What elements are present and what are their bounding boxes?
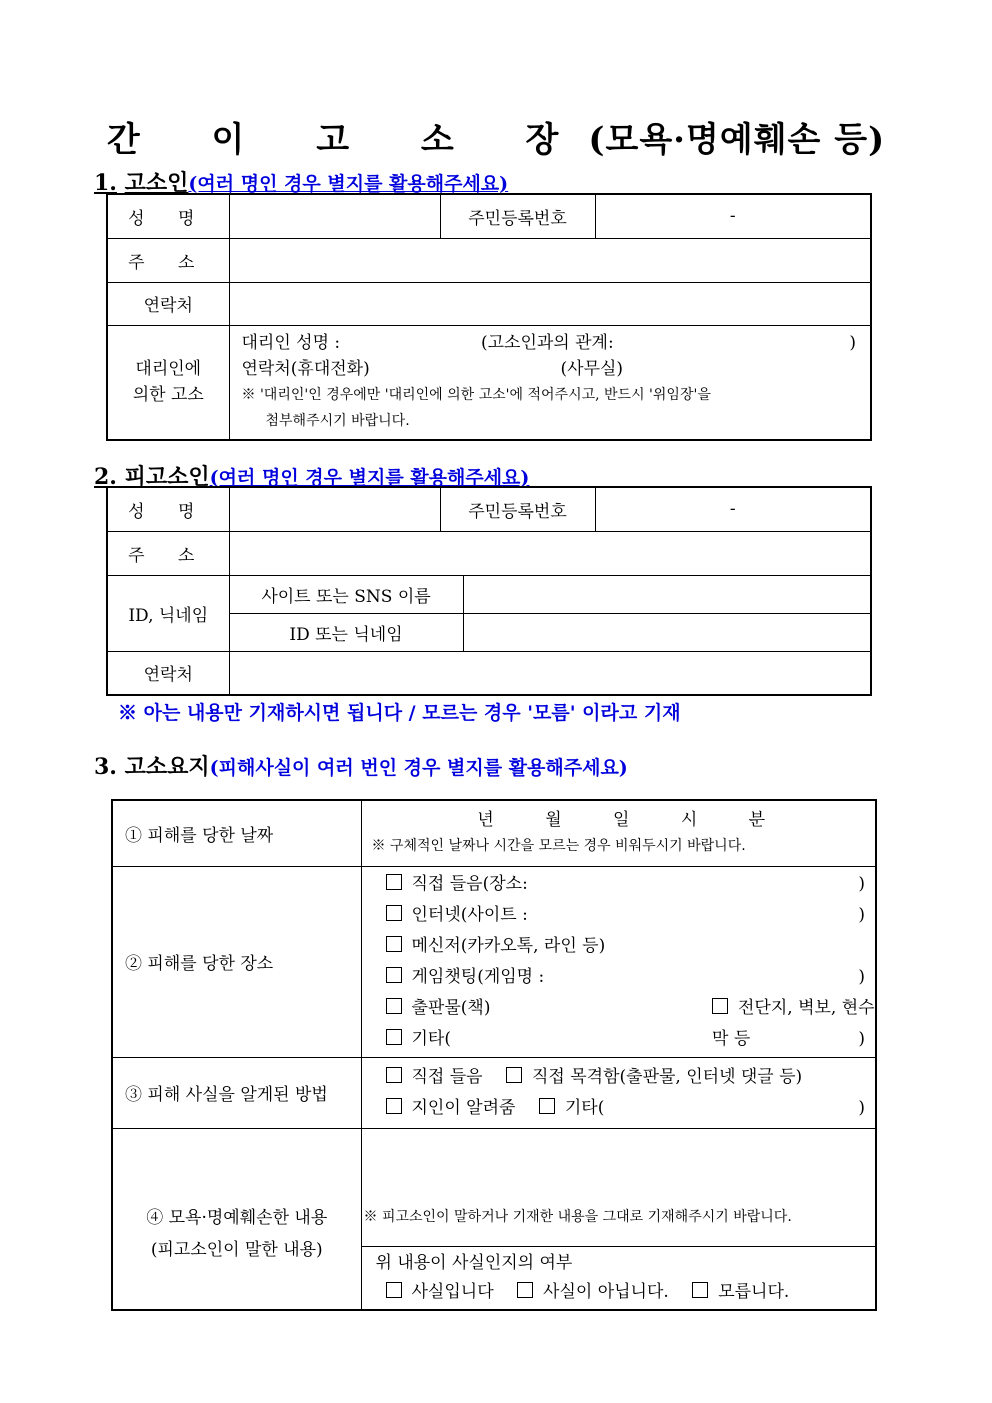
complainant-address-label: 주 소 bbox=[107, 238, 229, 282]
accused-contact-label: 연락처 bbox=[107, 651, 229, 695]
place-option-other[interactable]: 기타( ) bbox=[386, 1024, 866, 1055]
checkbox-icon[interactable] bbox=[386, 1029, 402, 1045]
agent-field[interactable] bbox=[229, 325, 871, 440]
method-label: ③ 피해 사실을 알게된 방법 bbox=[112, 1057, 361, 1128]
date-field[interactable] bbox=[361, 800, 876, 866]
accused-footnote: ※ 아는 내용만 기재하시면 됩니다 / 모르는 경우 '모름' 이라고 기재 bbox=[118, 702, 681, 724]
site-name-field[interactable] bbox=[463, 575, 871, 613]
date-note: ※ 구체적인 날짜나 시간을 모르는 경우 비워두시기 바랍니다. bbox=[371, 838, 746, 855]
place-option-game[interactable]: 게임챗팅(게임명 : ) bbox=[386, 962, 866, 993]
checkbox-icon[interactable] bbox=[386, 1067, 402, 1083]
date-label: ① 피해를 당한 날짜 bbox=[112, 800, 361, 866]
complainant-rrn-label: 주민등록번호 bbox=[440, 194, 595, 238]
place-label: ② 피해를 당한 장소 bbox=[112, 866, 361, 1057]
truth-field bbox=[361, 1246, 876, 1310]
section-2-title: 피고소인 bbox=[124, 464, 210, 490]
section-1-note: (여러 명인 경우 별지를 활용해주세요) bbox=[188, 173, 509, 195]
form-title bbox=[0, 112, 992, 161]
section-1-title: 고소인 bbox=[124, 170, 189, 196]
place-option-internet[interactable]: 인터넷(사이트 : ) bbox=[386, 900, 866, 931]
complainant-contact-label: 연락처 bbox=[107, 282, 229, 325]
section-1-number: 1. bbox=[94, 170, 117, 196]
complainant-name-label: 성 명 bbox=[107, 194, 229, 238]
checkbox-icon[interactable] bbox=[386, 1282, 402, 1298]
method-options: 직접 들음 직접 목격함(출판물, 인터넷 댓글 등) 지인이 알려줌 기타( ) bbox=[361, 1057, 876, 1128]
method-option-witnessed[interactable]: 직접 목격함(출판물, 인터넷 댓글 등) bbox=[506, 1067, 802, 1087]
checkbox-icon[interactable] bbox=[386, 1098, 402, 1114]
agent-label: 대리인에 의한 고소 bbox=[107, 325, 229, 440]
complainant-contact-field[interactable] bbox=[229, 282, 871, 325]
accused-table bbox=[106, 486, 872, 696]
checkbox-icon[interactable] bbox=[692, 1282, 708, 1298]
content-note: ※ 피고소인이 말하거나 기재한 내용을 그대로 기재해주시기 바랍니다. bbox=[363, 1208, 792, 1225]
checkbox-icon[interactable] bbox=[712, 998, 728, 1014]
title-main: 간 이 고 소 장 bbox=[106, 120, 589, 160]
method-option-acquaintance[interactable]: 지인이 알려줌 bbox=[386, 1098, 516, 1118]
agent-note: ※ '대리인'인 경우에만 '대리인에 의한 고소'에 적어주시고, 반드시 '위임장'을 bbox=[241, 387, 711, 404]
section-3-note: (피해사실이 여러 번인 경우 별지를 활용해주세요) bbox=[209, 757, 628, 779]
accused-contact-field[interactable] bbox=[229, 651, 871, 695]
content-label: ④ 모욕·명예훼손한 내용 (피고소인이 말한 내용) bbox=[112, 1128, 361, 1310]
complainant-address-field[interactable] bbox=[229, 238, 871, 282]
place-option-flyer[interactable]: 전단지, 벽보, 현수막 등 bbox=[712, 997, 875, 1049]
nickname-label: ID 또는 닉네임 bbox=[229, 613, 463, 651]
checkbox-icon[interactable] bbox=[386, 874, 402, 890]
truth-option-false[interactable]: 사실이 아닙니다. bbox=[517, 1282, 669, 1302]
accused-address-label: 주 소 bbox=[107, 531, 229, 575]
section-3-number: 3. bbox=[94, 754, 117, 780]
truth-option-unknown[interactable]: 모릅니다. bbox=[692, 1282, 789, 1302]
checkbox-icon[interactable] bbox=[386, 905, 402, 921]
truth-label: 위 내용이 사실인지의 여부 bbox=[375, 1252, 573, 1273]
checkbox-icon[interactable] bbox=[517, 1282, 533, 1298]
accused-rrn-label: 주민등록번호 bbox=[440, 487, 595, 531]
accused-rrn-field[interactable]: - bbox=[595, 487, 871, 531]
checkbox-icon[interactable] bbox=[506, 1067, 522, 1083]
accused-id-label: ID, 닉네임 bbox=[107, 575, 229, 651]
section-3-title: 고소요지 bbox=[124, 754, 210, 780]
checkbox-icon[interactable] bbox=[539, 1098, 555, 1114]
section-2-note: (여러 명인 경우 별지를 활용해주세요) bbox=[209, 467, 530, 489]
complaint-summary-table bbox=[111, 799, 877, 1311]
checkbox-icon[interactable] bbox=[386, 936, 402, 952]
accused-name-field[interactable] bbox=[229, 487, 440, 531]
title-sub: (모욕·명예훼손 등) bbox=[588, 120, 886, 160]
complainant-rrn-field[interactable]: - bbox=[595, 194, 871, 238]
checkbox-icon[interactable] bbox=[386, 967, 402, 983]
complainant-table bbox=[106, 193, 872, 441]
nickname-field[interactable] bbox=[463, 613, 871, 651]
section-2-number: 2. bbox=[94, 464, 117, 490]
content-field[interactable] bbox=[361, 1128, 876, 1246]
agent-note-2: 첨부해주시기 바랍니다. bbox=[265, 413, 410, 430]
site-name-label: 사이트 또는 SNS 이름 bbox=[229, 575, 463, 613]
complainant-name-field[interactable] bbox=[229, 194, 440, 238]
agent-phone-row: 연락처(휴대전화) (사무실) bbox=[241, 359, 624, 380]
date-units: 년 월 일 시 분 bbox=[477, 810, 766, 831]
place-option-publication[interactable]: 출판물(책) bbox=[386, 998, 491, 1018]
accused-name-label: 성 명 bbox=[107, 487, 229, 531]
place-option-messenger[interactable]: 메신저(카카오톡, 라인 등) bbox=[386, 931, 866, 962]
section-3-heading bbox=[94, 750, 628, 781]
agent-name-row: 대리인 성명 : (고소인과의 관계: ) bbox=[241, 333, 856, 354]
method-option-heard[interactable]: 직접 들음 bbox=[386, 1067, 483, 1087]
checkbox-icon[interactable] bbox=[386, 998, 402, 1014]
accused-address-field[interactable] bbox=[229, 531, 871, 575]
truth-option-true[interactable]: 사실입니다 bbox=[386, 1282, 494, 1302]
place-option-direct[interactable]: 직접 들음(장소: ) bbox=[386, 869, 866, 900]
place-options bbox=[361, 866, 876, 1057]
method-option-other[interactable]: 기타( bbox=[539, 1098, 604, 1118]
